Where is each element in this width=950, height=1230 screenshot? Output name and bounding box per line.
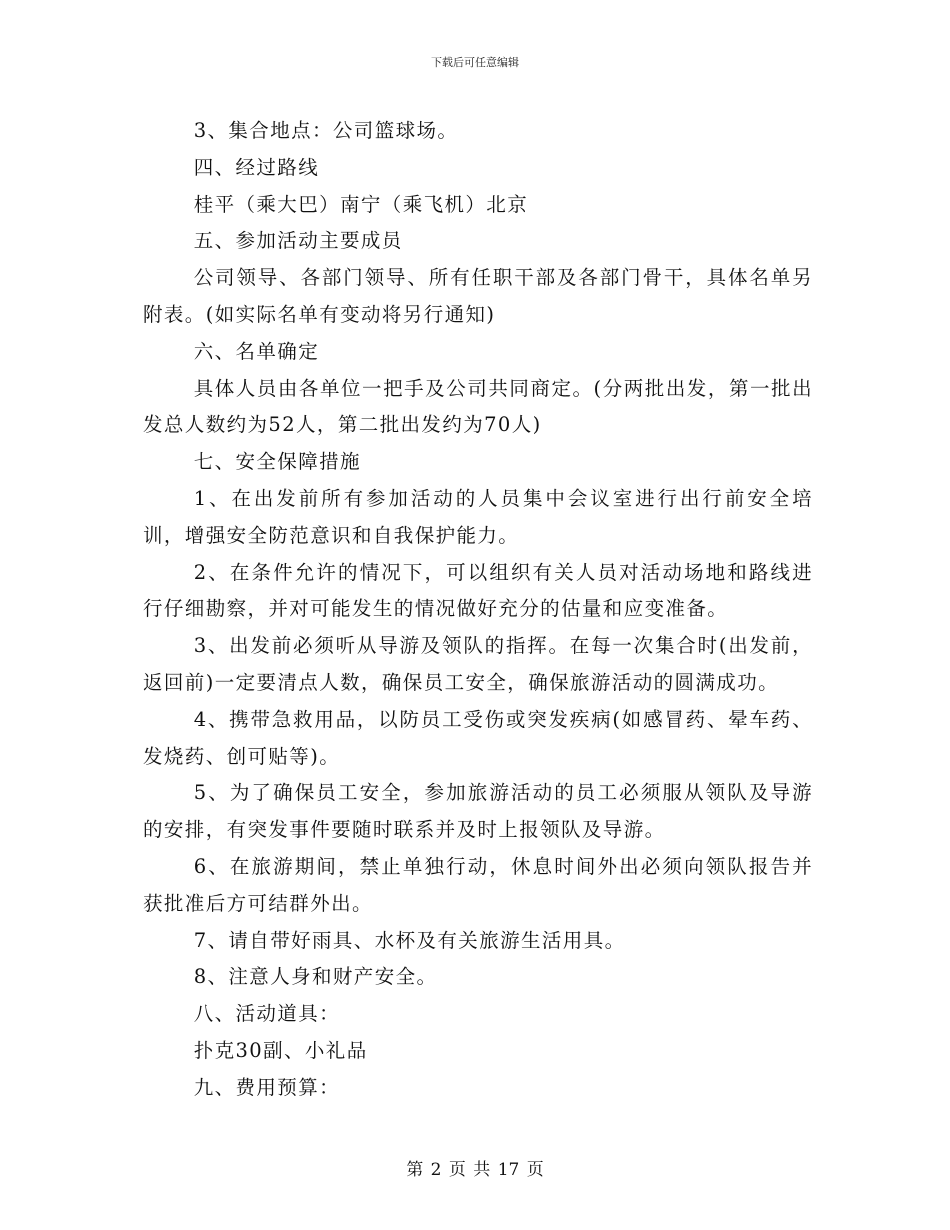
list-item: 3、出发前必须听从导游及领队的指挥。在每一次集合时(出发前，返回前)一定要清点人数，确保员工安全，确保旅游活动的圆满成功。 <box>143 634 813 694</box>
section-heading: 六、名单确定 <box>193 339 320 363</box>
paragraph: 公司领导、各部门领导、所有任职干部及各部门骨干，具体名单另附表。(如实际名单有变动将另行通知) <box>143 266 813 326</box>
list-item: 7、请自带好雨具、水杯及有关旅游生活用具。 <box>193 928 626 952</box>
page-header: 下载后可任意编辑 <box>431 56 519 69</box>
section-heading: 九、费用预算： <box>193 1075 340 1099</box>
list-item: 4、携带急救用品，以防员工受伤或突发疾病(如感冒药、晕车药、发烧药、创可贴等)。 <box>143 707 813 768</box>
page-number-footer: 第 2 页 共 17 页 <box>406 1160 544 1180</box>
paragraph: 3、集合地点：公司篮球场。 <box>193 119 459 142</box>
section-heading: 五、参加活动主要成员 <box>193 229 403 253</box>
section-heading: 四、经过路线 <box>193 155 320 179</box>
section-heading: 八、活动道具： <box>193 1002 340 1026</box>
list-item: 6、在旅游期间，禁止单独行动，休息时间外出必须向领队报告并获批准后方可结群外出。 <box>143 854 813 915</box>
paragraph: 桂平（乘大巴）南宁（乘飞机）北京 <box>193 192 529 216</box>
list-item: 8、注意人身和财产安全。 <box>193 965 438 989</box>
paragraph: 具体人员由各单位一把手及公司共同商定。(分两批出发，第一批出发总人数约为52人，第二批出发约为70人) <box>143 376 813 437</box>
section-heading: 七、安全保障措施 <box>193 450 361 474</box>
paragraph: 扑克30副、小礼品 <box>193 1038 368 1062</box>
list-item: 1、在出发前所有参加活动的人员集中会议室进行出行前安全培训，增强安全防范意识和自我保护能力。 <box>143 486 813 547</box>
list-item: 5、为了确保员工安全，参加旅游活动的员工必须服从领队及导游的安排，有突发事件要随时联系并及时上报领队及导游。 <box>143 781 813 842</box>
document-body <box>143 113 813 1107</box>
list-item: 2、在条件允许的情况下，可以组织有关人员对活动场地和路线进行仔细勘察，并对可能发生的情况做好充分的估量和应变准备。 <box>143 560 813 621</box>
